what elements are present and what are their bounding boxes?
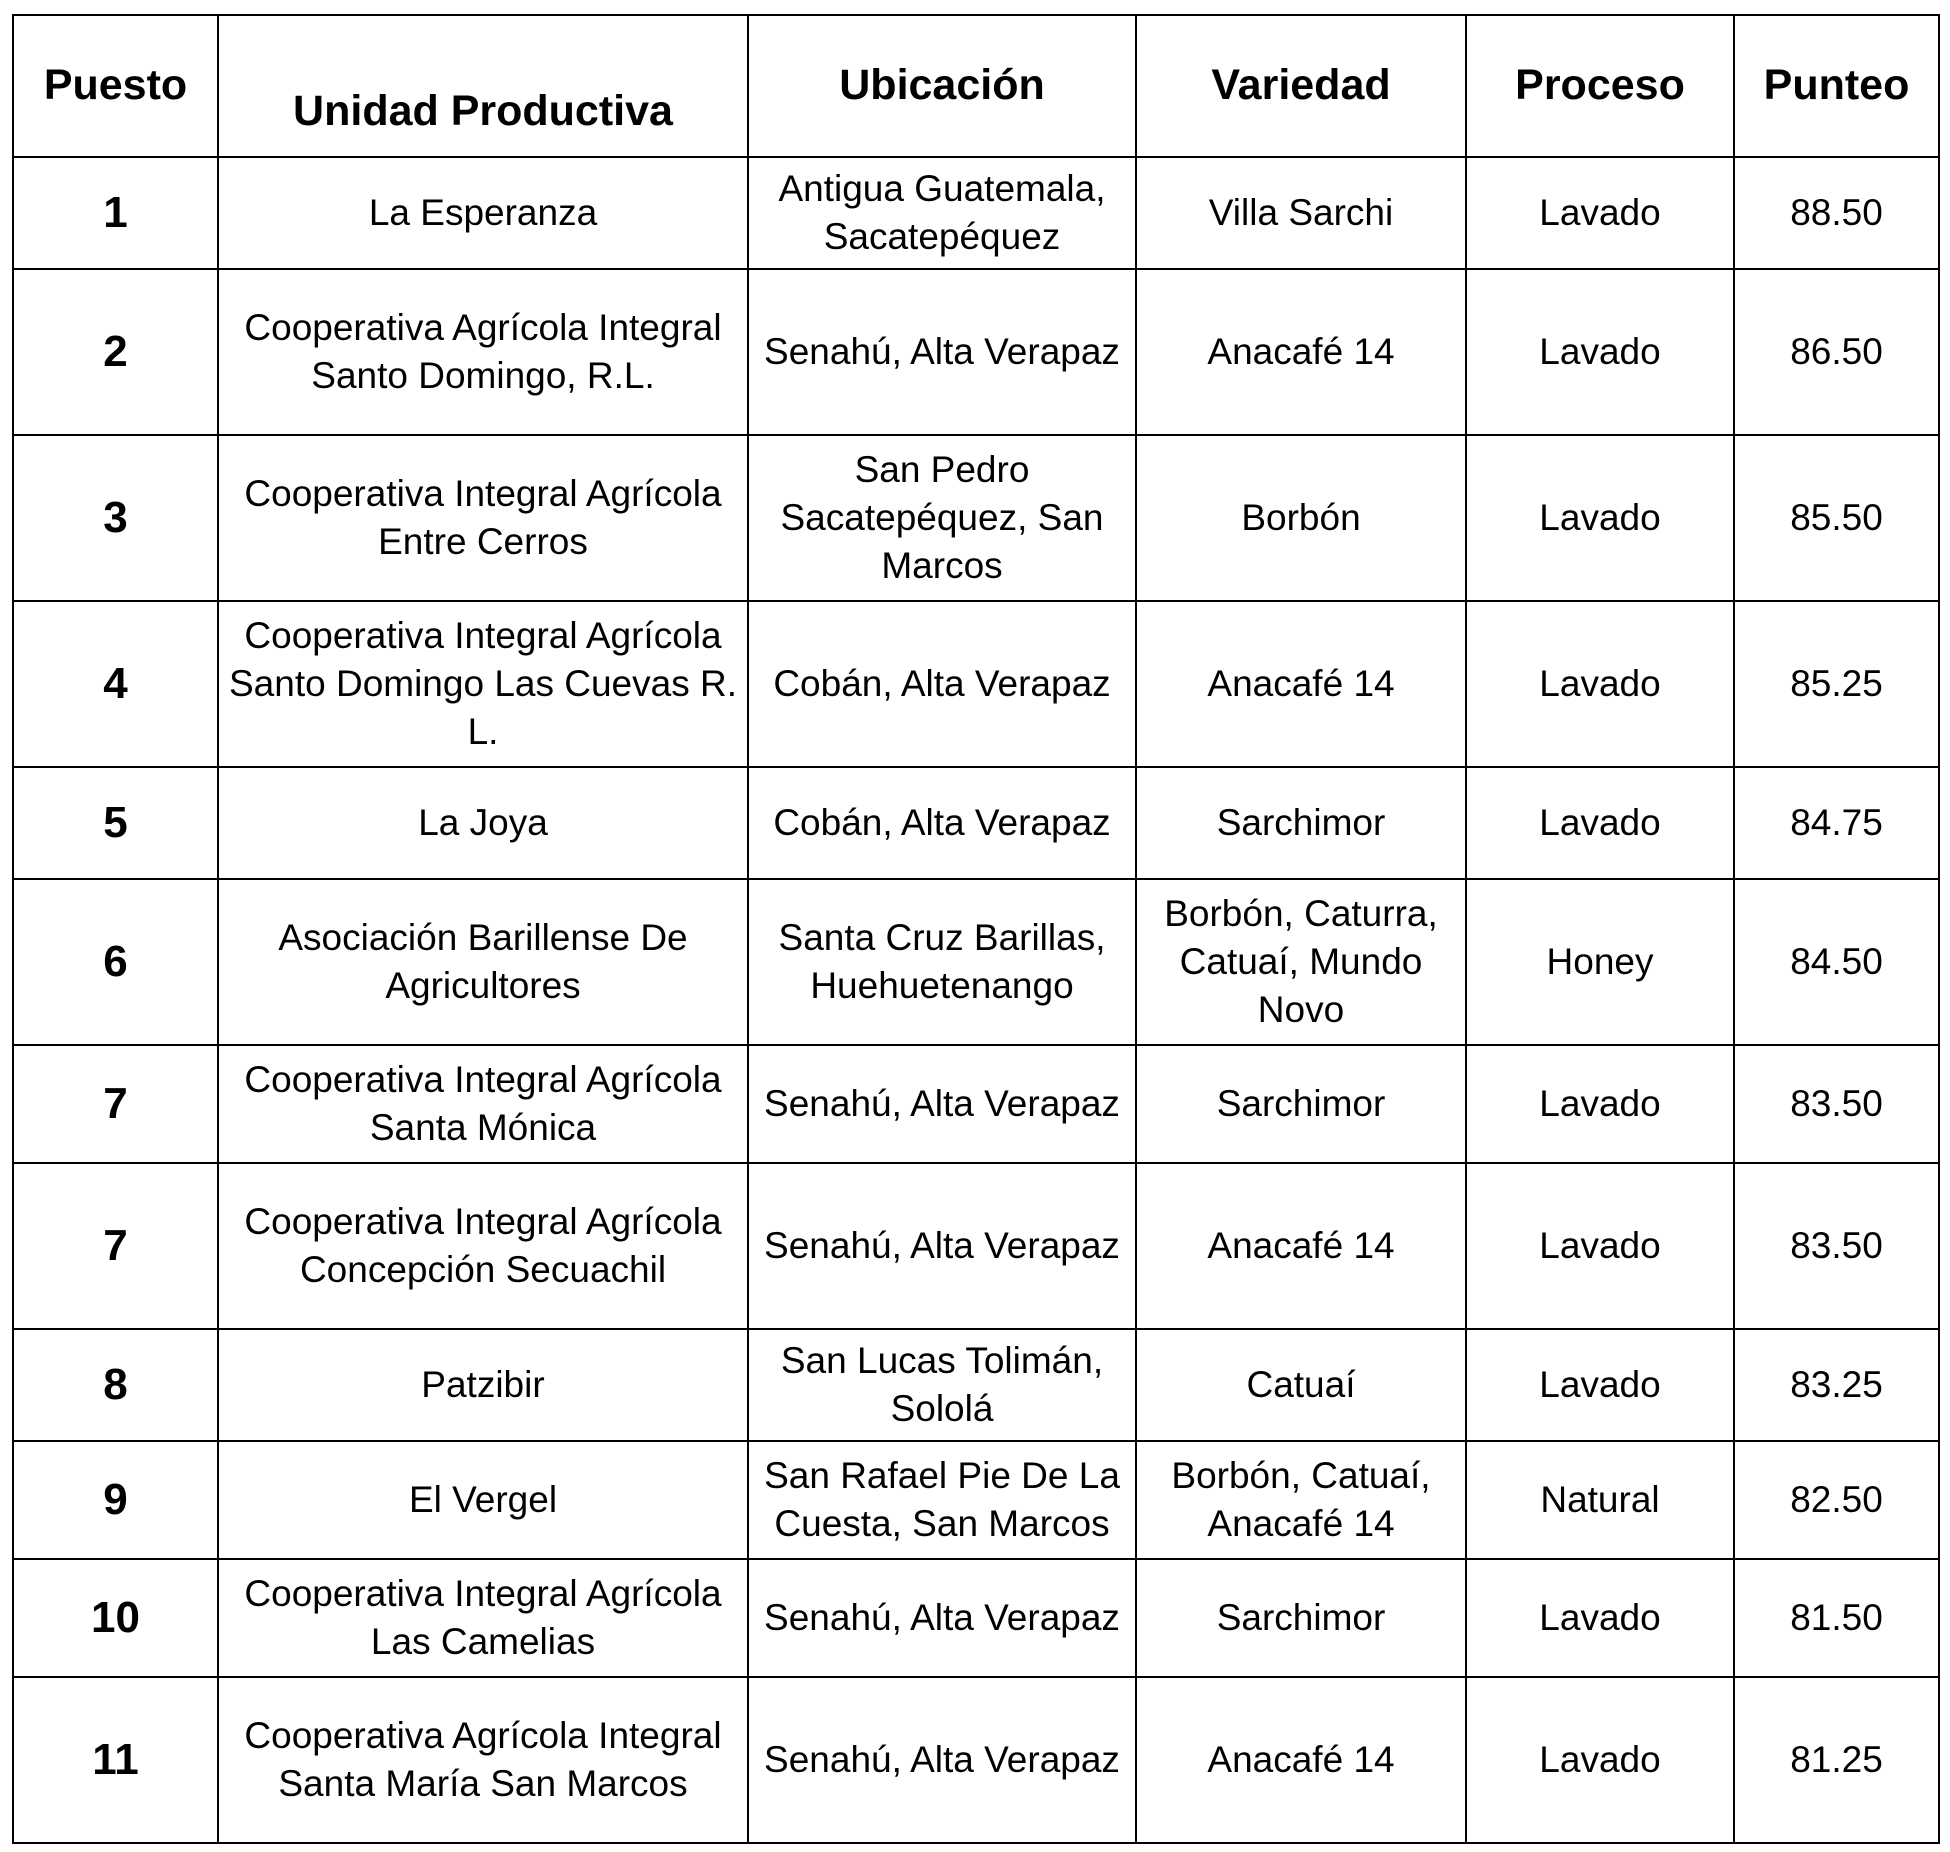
unit-cell: Cooperativa Integral Agrícola Santa Mónica bbox=[218, 1045, 748, 1163]
results-table bbox=[12, 14, 1940, 1844]
variety-cell: Anacafé 14 bbox=[1136, 601, 1466, 767]
variety-cell: Catuaí bbox=[1136, 1329, 1466, 1441]
table-header bbox=[13, 15, 1939, 157]
location-cell: Cobán, Alta Verapaz bbox=[748, 601, 1136, 767]
variety-cell: Anacafé 14 bbox=[1136, 1163, 1466, 1329]
unit-cell: Cooperativa Integral Agrícola Entre Cerros bbox=[218, 435, 748, 601]
score-cell: 83.25 bbox=[1734, 1329, 1939, 1441]
process-cell: Natural bbox=[1466, 1441, 1734, 1559]
table-row bbox=[13, 269, 1939, 435]
rank-cell: 9 bbox=[13, 1441, 218, 1559]
score-cell: 84.75 bbox=[1734, 767, 1939, 879]
unit-cell: Cooperativa Integral Agrícola Santo Domingo Las Cuevas R. L. bbox=[218, 601, 748, 767]
process-cell: Lavado bbox=[1466, 767, 1734, 879]
process-cell: Lavado bbox=[1466, 157, 1734, 269]
rank-cell: 5 bbox=[13, 767, 218, 879]
score-cell: 86.50 bbox=[1734, 269, 1939, 435]
score-cell: 85.25 bbox=[1734, 601, 1939, 767]
process-cell: Lavado bbox=[1466, 601, 1734, 767]
rank-cell: 7 bbox=[13, 1045, 218, 1163]
variety-cell: Borbón, Catuaí, Anacafé 14 bbox=[1136, 1441, 1466, 1559]
score-cell: 81.25 bbox=[1734, 1677, 1939, 1843]
unit-cell: Cooperativa Agrícola Integral Santo Domingo, R.L. bbox=[218, 269, 748, 435]
table-row bbox=[13, 601, 1939, 767]
variety-cell: Borbón, Caturra, Catuaí, Mundo Novo bbox=[1136, 879, 1466, 1045]
table-row bbox=[13, 1441, 1939, 1559]
unit-cell: Patzibir bbox=[218, 1329, 748, 1441]
table-row bbox=[13, 157, 1939, 269]
score-cell: 82.50 bbox=[1734, 1441, 1939, 1559]
process-cell: Lavado bbox=[1466, 1677, 1734, 1843]
rank-cell: 3 bbox=[13, 435, 218, 601]
location-cell: Santa Cruz Barillas, Huehuetenango bbox=[748, 879, 1136, 1045]
table-row bbox=[13, 879, 1939, 1045]
rank-cell: 6 bbox=[13, 879, 218, 1045]
rank-cell: 7 bbox=[13, 1163, 218, 1329]
location-cell: San Pedro Sacatepéquez, San Marcos bbox=[748, 435, 1136, 601]
table-row bbox=[13, 767, 1939, 879]
process-cell: Lavado bbox=[1466, 269, 1734, 435]
header-process: Proceso bbox=[1466, 15, 1734, 157]
process-cell: Lavado bbox=[1466, 1163, 1734, 1329]
location-cell: Cobán, Alta Verapaz bbox=[748, 767, 1136, 879]
unit-cell: Cooperativa Integral Agrícola Las Camelias bbox=[218, 1559, 748, 1677]
variety-cell: Anacafé 14 bbox=[1136, 1677, 1466, 1843]
variety-cell: Sarchimor bbox=[1136, 1559, 1466, 1677]
process-cell: Lavado bbox=[1466, 435, 1734, 601]
table-row bbox=[13, 1163, 1939, 1329]
rank-cell: 2 bbox=[13, 269, 218, 435]
unit-cell: Cooperativa Integral Agrícola Concepción Secuachil bbox=[218, 1163, 748, 1329]
location-cell: San Lucas Tolimán, Sololá bbox=[748, 1329, 1136, 1441]
rank-cell: 1 bbox=[13, 157, 218, 269]
table-row bbox=[13, 1677, 1939, 1843]
variety-cell: Sarchimor bbox=[1136, 767, 1466, 879]
unit-cell: La Esperanza bbox=[218, 157, 748, 269]
variety-cell: Anacafé 14 bbox=[1136, 269, 1466, 435]
table-row bbox=[13, 435, 1939, 601]
score-cell: 83.50 bbox=[1734, 1163, 1939, 1329]
unit-cell: Asociación Barillense De Agricultores bbox=[218, 879, 748, 1045]
score-cell: 83.50 bbox=[1734, 1045, 1939, 1163]
rank-cell: 11 bbox=[13, 1677, 218, 1843]
location-cell: San Rafael Pie De La Cuesta, San Marcos bbox=[748, 1441, 1136, 1559]
variety-cell: Borbón bbox=[1136, 435, 1466, 601]
unit-cell: Cooperativa Agrícola Integral Santa María San Marcos bbox=[218, 1677, 748, 1843]
location-cell: Senahú, Alta Verapaz bbox=[748, 1163, 1136, 1329]
score-cell: 88.50 bbox=[1734, 157, 1939, 269]
rank-cell: 8 bbox=[13, 1329, 218, 1441]
table-body bbox=[13, 157, 1939, 1843]
location-cell: Senahú, Alta Verapaz bbox=[748, 269, 1136, 435]
header-unit: Unidad Productiva bbox=[218, 15, 748, 157]
header-variety: Variedad bbox=[1136, 15, 1466, 157]
table-row bbox=[13, 1559, 1939, 1677]
header-score: Punteo bbox=[1734, 15, 1939, 157]
rank-cell: 10 bbox=[13, 1559, 218, 1677]
score-cell: 81.50 bbox=[1734, 1559, 1939, 1677]
header-rank: Puesto bbox=[13, 15, 218, 157]
score-cell: 85.50 bbox=[1734, 435, 1939, 601]
unit-cell: El Vergel bbox=[218, 1441, 748, 1559]
header-row bbox=[13, 15, 1939, 157]
variety-cell: Villa Sarchi bbox=[1136, 157, 1466, 269]
location-cell: Senahú, Alta Verapaz bbox=[748, 1677, 1136, 1843]
table-row bbox=[13, 1329, 1939, 1441]
score-cell: 84.50 bbox=[1734, 879, 1939, 1045]
location-cell: Senahú, Alta Verapaz bbox=[748, 1559, 1136, 1677]
process-cell: Lavado bbox=[1466, 1329, 1734, 1441]
variety-cell: Sarchimor bbox=[1136, 1045, 1466, 1163]
location-cell: Senahú, Alta Verapaz bbox=[748, 1045, 1136, 1163]
process-cell: Honey bbox=[1466, 879, 1734, 1045]
table-row bbox=[13, 1045, 1939, 1163]
header-location: Ubicación bbox=[748, 15, 1136, 157]
process-cell: Lavado bbox=[1466, 1045, 1734, 1163]
location-cell: Antigua Guatemala, Sacatepéquez bbox=[748, 157, 1136, 269]
unit-cell: La Joya bbox=[218, 767, 748, 879]
rank-cell: 4 bbox=[13, 601, 218, 767]
process-cell: Lavado bbox=[1466, 1559, 1734, 1677]
